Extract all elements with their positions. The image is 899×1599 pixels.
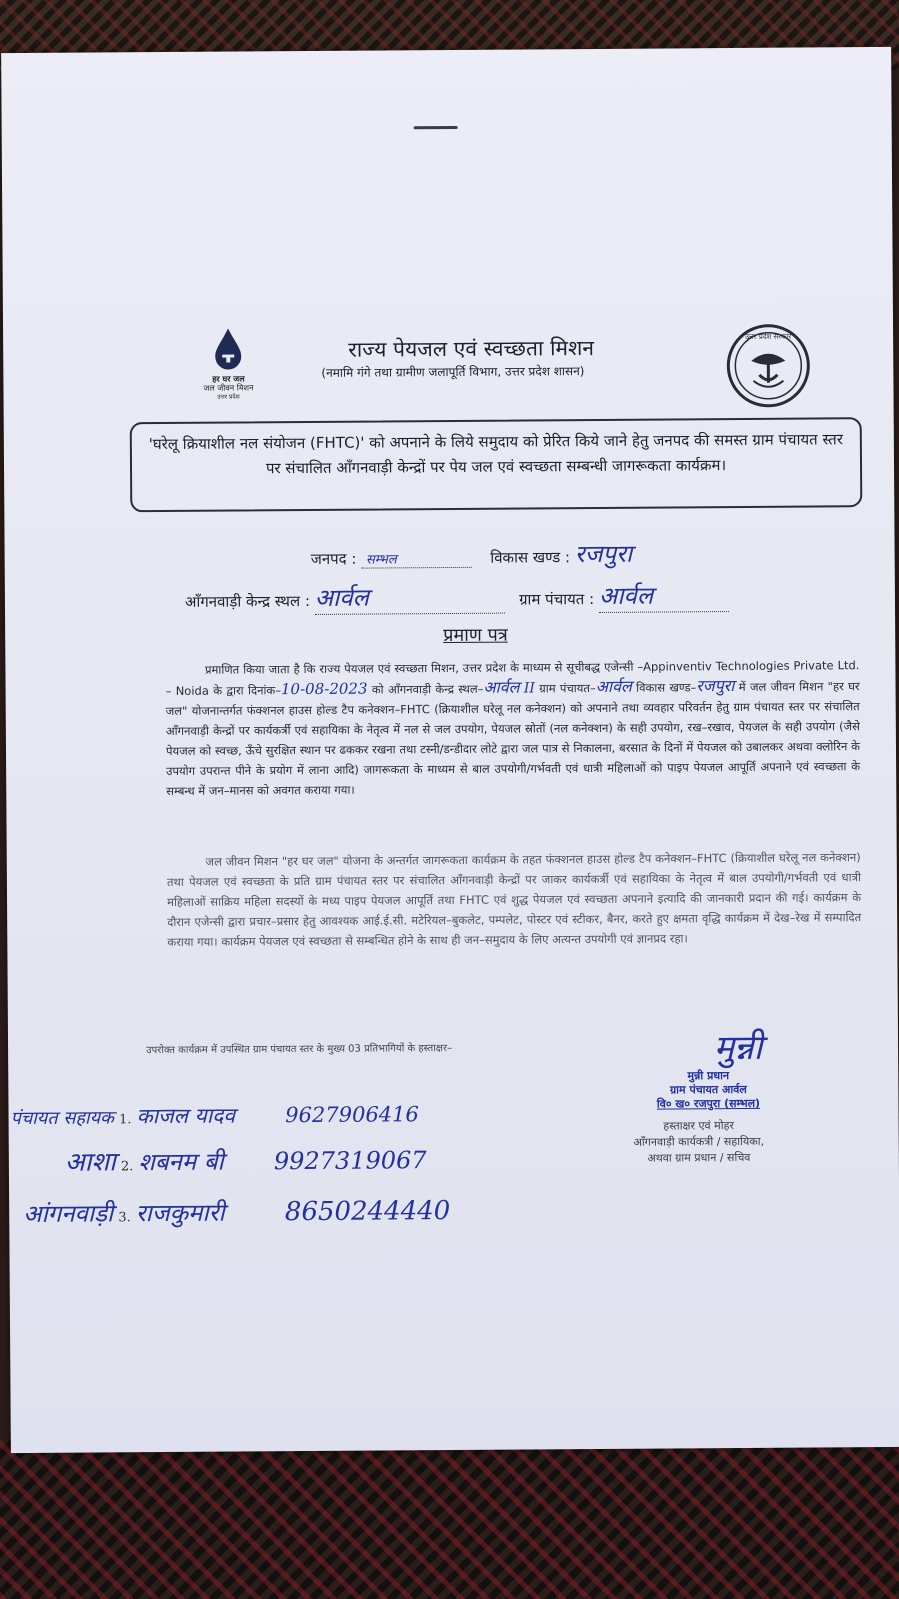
anganwadi-row [185, 578, 729, 616]
participant-number: 2. [120, 1159, 134, 1175]
up-government-emblem-icon [725, 322, 812, 409]
certificate-paper [1, 47, 899, 1453]
sign-label-line: अथवा ग्राम प्रधान / सचिव [647, 1150, 751, 1165]
program-heading-box [130, 417, 863, 512]
participant-phone: 9627906416 [285, 1102, 419, 1128]
participant-number: 3. [118, 1210, 131, 1226]
sign-label-line: आँगनवाड़ी कार्यकत्री / सहायिका, [633, 1134, 765, 1149]
vikas-khand-label: विकास खण्ड : [490, 548, 571, 567]
sign-label [599, 1118, 799, 1167]
signature-intro: उपरोक्त कार्यक्रम में उपस्थित ग्राम पंचायत स्तर के मुख्य 03 प्रतिभागियों के हस्ताक्षर– [146, 1043, 453, 1057]
para1-number: II [523, 680, 535, 697]
anganwadi-field [315, 580, 505, 615]
gram-panchayat-label: ग्राम पंचायत : [518, 589, 595, 609]
stamp-line: ग्राम पंचायत आर्वल [669, 1082, 747, 1097]
certificate-paragraph-2 [167, 847, 862, 952]
participant-role: आशा [64, 1147, 116, 1178]
para2-text: जल जीवन मिशन "हर घर जल" योजना के अन्तर्गत जागरूकता कार्यक्रम के तहत फंक्शनल हाउस होल्ड टैप कनेक्शन–FHTC (क्रियाशील घरेलू नल कनेक्शन) तथा पेयजल एवं स्वच्छता के प्रति ग्राम पंचायत स्तर पर संचालित आँगनवाड़ी केन्द्रों पर जाकर कार्यकर्त्री एवं सहायिका के नेतृत्व में बाल उपयोगी/गर्भवती एवं धात्री महिलाओं साक्रिय महिला सदस्यों के मध्य पाइप पेयजल आपूर्ति तथा FHTC एवं शुद्ध पेयजल एवं स्वच्छता अपनाने इत्यादि की जानकारी प्रदान की गई। कार्यक्रम के दौरान एजेन्सी द्वारा प्रचार–प्रसार हेतु आवश्यक आई.ई.सी. मटेरियल–बुकलेट, पम्पलेट, पोस्टर एवं स्टीकर, बैनर, करते हुए क्षमता वृद्धि कार्यक्रम में देख–रेख में सम्पादित कराया गया। कार्यक्रम पेयजल एवं स्वच्छता से सम्बन्धित होने के साथ ही जन–समुदाय के लिए अत्यन्त उपयोगी एवं ज्ञानप्रद रहा। [166, 850, 862, 949]
para1-centre: आर्वल [483, 677, 520, 697]
participant-row [23, 1194, 450, 1230]
vikas-khand-value: रजपुरा [574, 539, 633, 569]
janpad-row [311, 537, 633, 572]
janpad-field [361, 549, 471, 569]
janpad-value: सम्भल [365, 552, 397, 568]
program-heading: 'घरेलू क्रियाशील नल संयोजन (FHTC)' को अपनाने के लिये समुदाय को प्रेरित किये जाने हेतु जनपद की समस्त ग्राम पंचायत स्तर पर संचालित आँगनवाड़ी केन्द्रों पर पेय जल एवं स्वच्छता सम्बन्धी जागरूकता कार्यक्रम। [148, 430, 844, 478]
stamp-line: वि० ख० रजपुरा (सम्भल) [656, 1096, 761, 1111]
participant-number: 1. [119, 1112, 132, 1128]
sign-label-line: हस्ताक्षर एवं मोहर [663, 1119, 734, 1133]
stamp-line: मुन्नी प्रधान [687, 1069, 730, 1083]
jal-jeevan-mission-logo [193, 326, 264, 416]
certificate-paragraph-1 [165, 655, 860, 801]
mission-subtitle: (नमामि गंगे तथा ग्रामीण जलापूर्ति विभाग, उत्तर प्रदेश शासन) [321, 364, 585, 380]
para1-text-b: को आँगनवाड़ी केन्द्र स्थल– [371, 681, 484, 697]
water-drop-icon [211, 326, 245, 370]
participant-name: राजकुमारी [135, 1198, 225, 1228]
logo-caption: जल जीवन मिशन [203, 383, 254, 393]
janpad-label: जनपद : [310, 549, 357, 568]
participant-name: शबनम बी [138, 1147, 224, 1177]
certificate-title: प्रमाण पत्र [443, 624, 508, 647]
logo-caption: हर घर जल [212, 374, 245, 384]
participant-phone: 9927319067 [273, 1146, 427, 1176]
anganwadi-label: आँगनवाड़ी केन्द्र स्थल : [184, 591, 311, 611]
participant-row [65, 1140, 427, 1179]
mission-title: राज्य पेयजल एवं स्वच्छता मिशन [348, 335, 595, 362]
logo-caption: उत्तर प्रदेश [217, 393, 240, 401]
participant-phone: 8650244440 [284, 1196, 451, 1228]
emblem-caption: उत्तर प्रदेश सरकार [745, 332, 792, 341]
para1-text-d: विकास खण्ड– [636, 680, 697, 695]
pradhan-stamp-block [608, 1023, 809, 1112]
para1-vikas-khand: रजपुरा [696, 676, 735, 696]
para1-gram-panchayat: आर्वल [595, 676, 632, 696]
participant-row [10, 1100, 418, 1131]
para1-text-a: प्रमाणित किया जाता है कि राज्य पेयजल एवं स्वच्छता मिशन, उत्तर प्रदेश के माध्यम से सूचीबद्ध एजेन्सी –Appinventiv Technologies Private Ltd. – Noida के द्वारा दिनांक– [165, 658, 860, 698]
participant-role: पंचायत सहायक [10, 1107, 115, 1130]
para1-text-e: में जल जीवन मिशन "हर घर जल" योजनान्तर्गत फंक्शनल हाउस होल्ड टैप कनेक्शन–FHTC (क्रियाशील घरेलू नल कनेक्शन) को अपनाने तथा व्यवहार परिवर्तन हेतु ग्राम पंचायत स्तर पर संचालित आँगनवाड़ी केन्द्रों पर कार्यकर्त्री एवं सहायिका के नेतृत्व में नल से जल उपयोग, पेयजल स्रोतों (नल कनेक्शन) के सही उपयोग, रख–रखाव, पेयजल के सही उपयोग (जैसे पेयजल को स्वच्छ, ऊँचे सुरक्षित स्थान पर ढककर रखना तथा टस्नी/डन्डीदार लोटे द्वारा जल पात्र से निकालना, बरसात के दिनों में पेयजल को उबालकर अथवा क्लोरिन के उपयोग उपरान्त पीने के प्रयोग में लाना आदि) जागरूकता के माध्यम से बाल उपयोगी/गर्भवती एवं धात्री महिलाओं को पाइप पेयजल आपूर्ति अपनाने एवं स्वच्छता के सम्बन्ध में जन–मानस को अवगत कराया गया। [165, 679, 861, 798]
background-rug-bottom [0, 1440, 899, 1599]
gram-panchayat-value: आर्वल [598, 581, 654, 610]
pradhan-signature: मुन्नी [713, 1027, 763, 1069]
gram-panchayat-field [599, 578, 729, 613]
para1-text-c: ग्राम पंचायत– [539, 680, 596, 696]
participant-name: काजल यादव [136, 1103, 236, 1129]
participant-role: आंगनवाड़ी [23, 1199, 114, 1228]
para1-date: 10-08-2023 [280, 679, 368, 699]
anganwadi-value: आर्वल [314, 583, 369, 612]
dash-mark [414, 126, 458, 129]
